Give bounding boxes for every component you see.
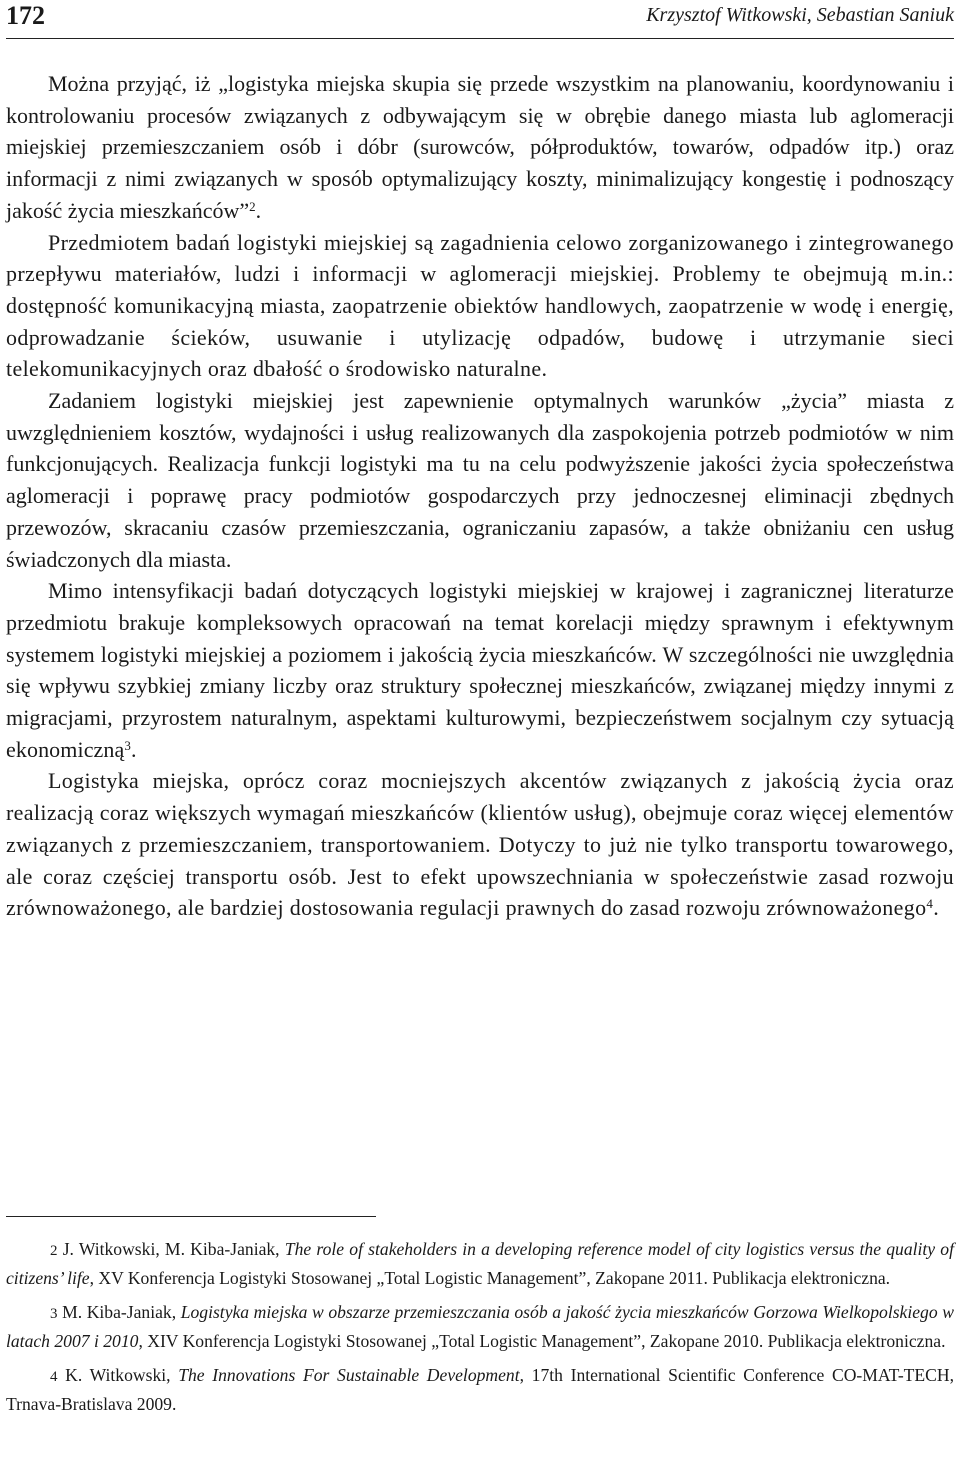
paragraph-text: Można przyjąć, iż „logistyka miejska skupia się przede wszystkim na planowaniu, koordynowaniu i kontrolowaniu procesów związanych z odbywającym się w obrębie danego miasta lub aglomeracji miejskiej przemieszczaniem osób i dóbr (surowców, półproduktów, towarów, odpadów itp.) oraz informacji z nimi związanych w sposób optymalizujący koszty, minimalizujący kongestię i podnoszący jakość życia mieszkańców” — [6, 71, 954, 223]
paragraph-end: . — [131, 736, 137, 762]
footnote — [6, 1236, 954, 1292]
footnote-author: M. Kiba-Janiak, — [62, 1302, 177, 1322]
footnote-title: Logistyka miejska w obszarze przemieszczania osób a jakość życia mieszkańców Gorzowa Wielkopolskiego w latach 2007 i 2010 — [6, 1302, 954, 1351]
paragraph — [6, 227, 954, 386]
footnote-number: 4 — [50, 1369, 58, 1385]
paragraph-end: . — [255, 197, 262, 223]
footnote-ref[interactable]: 4 — [926, 896, 934, 912]
paragraph — [6, 385, 954, 575]
footnote — [6, 1299, 954, 1355]
footnote-rest: , XV Konferencja Logistyki Stosowanej „Total Logistic Management”, Zakopane 2011. Publikacja elektroniczna. — [89, 1268, 891, 1288]
footnote-title: The role of stakeholders in a developing reference model of city logistics versus the quality of citizens’ life — [6, 1239, 954, 1288]
footnote-rest: , 17th International Scientific Conference CO-MAT-TECH, Trnava-Bratislava 2009. — [6, 1365, 955, 1414]
paragraph-text: Przedmiotem badań logistyki miejskiej są zagadnienia celowo zorganizowanego i zintegrowanego przepływu materiałów, ludzi i informacji w aglomeracji miejskiej. Problemy te obejmują m.in.: dostępność komunikacyjną miasta, zaopatrzenie obiektów handlowych, zaopatrzenie w wodę i energię, odprowadzanie ścieków, usuwanie i utylizację odpadów, budowę i utrzymanie sieci telekomunikacyjnych oraz dbałość o środowisko naturalne. — [6, 229, 954, 382]
footnote-ref[interactable]: 3 — [124, 737, 131, 753]
page-header — [6, 0, 954, 39]
paragraph-end: . — [933, 895, 940, 921]
footnote-rest: , XIV Konferencja Logistyki Stosowanej „Total Logistic Management”, Zakopane 2010. Publikacja elektroniczna. — [138, 1331, 946, 1351]
footnote-author: K. Witkowski, — [65, 1365, 171, 1385]
footnote-title: The Innovations For Sustainable Development — [178, 1365, 520, 1385]
paragraph-text: Zadaniem logistyki miejskiej jest zapewnienie optymalnych warunków „życia” miasta z uwzględnieniem kosztów, wydajności i usług realizowanych dla zaspokojenia potrzeb podmiotów w nim funkcjonujących. Realizacja funkcji logistyki ma tu na celu podwyższenie jakości życia społeczeństwa aglomeracji i poprawę pracy podmiotów gospodarczych przy jednoczesnej eliminacji zbędnych przewozów, skracaniu czasów przemieszczania, ograniczaniu zapasów, a także obniżaniu cen usług świadczonych dla miasta. — [6, 388, 954, 572]
running-head: Krzysztof Witkowski, Sebastian Saniuk — [646, 4, 954, 26]
footnote-number: 2 — [50, 1243, 58, 1259]
body-text — [6, 68, 954, 924]
paragraph-text: Mimo intensyfikacji badań dotyczących logistyki miejskiej w krajowej i zagranicznej literaturze przedmiotu brakuje kompleksowych opracowań na temat korelacji między sprawnym i efektywnym systemem logistyki miejskiej a poziomem i jakością życia mieszkańców. W szczególności nie uwzględnia się wpływu szybkiej zmiany liczby oraz struktury społecznej mieszkańców, związanej między innymi z migracjami, przyrostem naturalnym, aspektami kulturowymi, bezpieczeństwem socjalnym czy sytuacją ekonomiczną — [6, 578, 954, 762]
paragraph — [6, 68, 954, 227]
footnote-separator — [6, 1216, 376, 1217]
footnote-number: 3 — [50, 1306, 58, 1322]
footnote — [6, 1362, 954, 1418]
page-number: 172 — [6, 1, 45, 30]
paragraph — [6, 575, 954, 765]
footnote-ref[interactable]: 2 — [249, 198, 256, 214]
footnotes — [6, 1236, 954, 1425]
footnote-author: J. Witkowski, M. Kiba-Janiak, — [62, 1239, 280, 1259]
paragraph-text: Logistyka miejska, oprócz coraz mocniejszych akcentów związanych z jakością życia oraz realizacją coraz większych wymagań mieszkańców (klientów usług), obejmuje coraz więcej elementów związanych z przemieszczaniem, transportowaniem. Dotyczy to już nie tylko transportu towarowego, ale coraz częściej transportu osób. Jest to efekt upowszechniania w społeczeństwie zasad rozwoju zrównoważonego, ale bardziej dostosowania regulacji prawnych do zasad rozwoju zrównoważonego — [6, 768, 954, 921]
paragraph — [6, 765, 954, 924]
